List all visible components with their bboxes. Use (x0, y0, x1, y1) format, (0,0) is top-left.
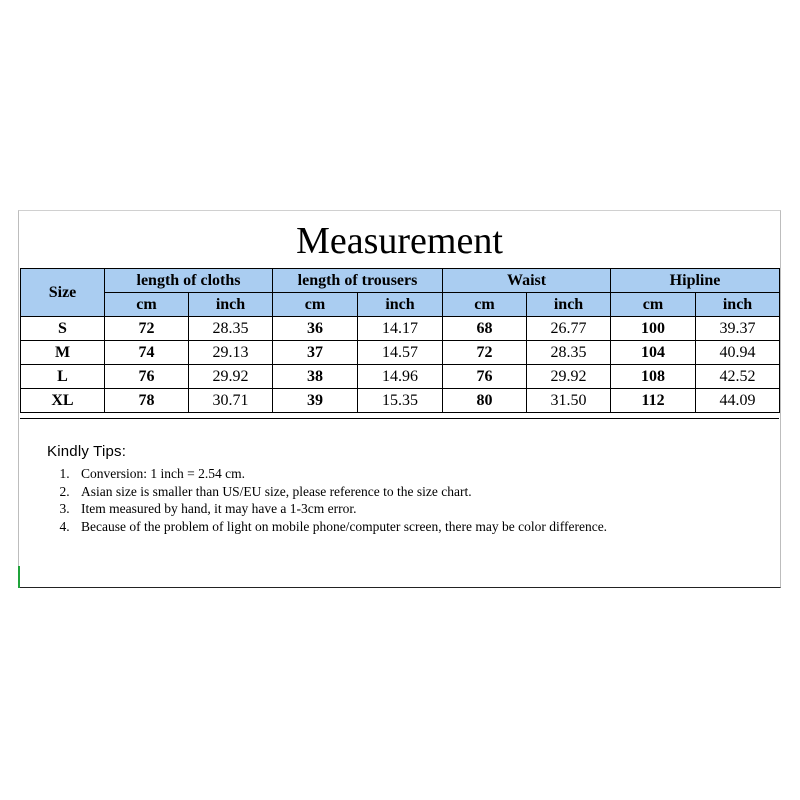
cloths-inch-cell: 29.92 (189, 365, 273, 389)
unit-header-cm: cm (273, 293, 358, 317)
hipline-cm-cell: 100 (611, 317, 696, 341)
group-header-hipline: Hipline (611, 269, 780, 293)
waist-inch-cell: 28.35 (527, 341, 611, 365)
hipline-cm-cell: 112 (611, 389, 696, 413)
trousers-cm-cell: 37 (273, 341, 358, 365)
trousers-cm-cell: 39 (273, 389, 358, 413)
unit-header-inch: inch (358, 293, 443, 317)
unit-header-inch: inch (527, 293, 611, 317)
waist-inch-cell: 29.92 (527, 365, 611, 389)
waist-inch-cell: 26.77 (527, 317, 611, 341)
cloths-inch-cell: 28.35 (189, 317, 273, 341)
list-item: 4. Because of the problem of light on mobile phone/computer screen, there may be color difference. (73, 518, 723, 536)
waist-cm-cell: 72 (443, 341, 527, 365)
trousers-inch-cell: 15.35 (358, 389, 443, 413)
table-row (21, 365, 780, 389)
tips-title: Kindly Tips: (47, 443, 127, 460)
hipline-cm-cell: 108 (611, 365, 696, 389)
trousers-cm-cell: 36 (273, 317, 358, 341)
group-header-trousers: length of trousers (273, 269, 443, 293)
table-row (21, 317, 780, 341)
waist-inch-cell: 31.50 (527, 389, 611, 413)
list-item: 3. Item measured by hand, it may have a 1-3cm error. (73, 500, 723, 518)
hipline-inch-cell: 42.52 (696, 365, 780, 389)
hipline-cm-cell: 104 (611, 341, 696, 365)
size-label: L (21, 365, 105, 389)
unit-header-inch: inch (696, 293, 780, 317)
waist-cm-cell: 80 (443, 389, 527, 413)
unit-header-cm: cm (105, 293, 189, 317)
size-table (20, 268, 780, 413)
cloths-inch-cell: 29.13 (189, 341, 273, 365)
trousers-inch-cell: 14.57 (358, 341, 443, 365)
trousers-inch-cell: 14.17 (358, 317, 443, 341)
header-row-units (21, 293, 780, 317)
cloths-cm-cell: 72 (105, 317, 189, 341)
cloths-cm-cell: 74 (105, 341, 189, 365)
list-item: 1. Conversion: 1 inch = 2.54 cm. (73, 465, 723, 483)
cloths-cm-cell: 78 (105, 389, 189, 413)
hipline-inch-cell: 40.94 (696, 341, 780, 365)
cloths-cm-cell: 76 (105, 365, 189, 389)
cloths-inch-cell: 30.71 (189, 389, 273, 413)
tips-box (20, 418, 779, 586)
waist-cm-cell: 76 (443, 365, 527, 389)
hipline-inch-cell: 39.37 (696, 317, 780, 341)
size-label: XL (21, 389, 105, 413)
table-row (21, 389, 780, 413)
hipline-inch-cell: 44.09 (696, 389, 780, 413)
trousers-inch-cell: 14.96 (358, 365, 443, 389)
list-item: 2. Asian size is smaller than US/EU size, please reference to the size chart. (73, 483, 723, 501)
unit-header-cm: cm (611, 293, 696, 317)
tips-list (28, 465, 723, 535)
table-row (21, 341, 780, 365)
unit-header-cm: cm (443, 293, 527, 317)
group-header-cloths: length of cloths (105, 269, 273, 293)
size-label: S (21, 317, 105, 341)
group-header-waist: Waist (443, 269, 611, 293)
page-title: Measurement (296, 220, 503, 262)
size-column-header: Size (21, 269, 105, 317)
waist-cm-cell: 68 (443, 317, 527, 341)
size-label: M (21, 341, 105, 365)
trousers-cm-cell: 38 (273, 365, 358, 389)
header-row-groups (21, 269, 780, 293)
unit-header-inch: inch (189, 293, 273, 317)
